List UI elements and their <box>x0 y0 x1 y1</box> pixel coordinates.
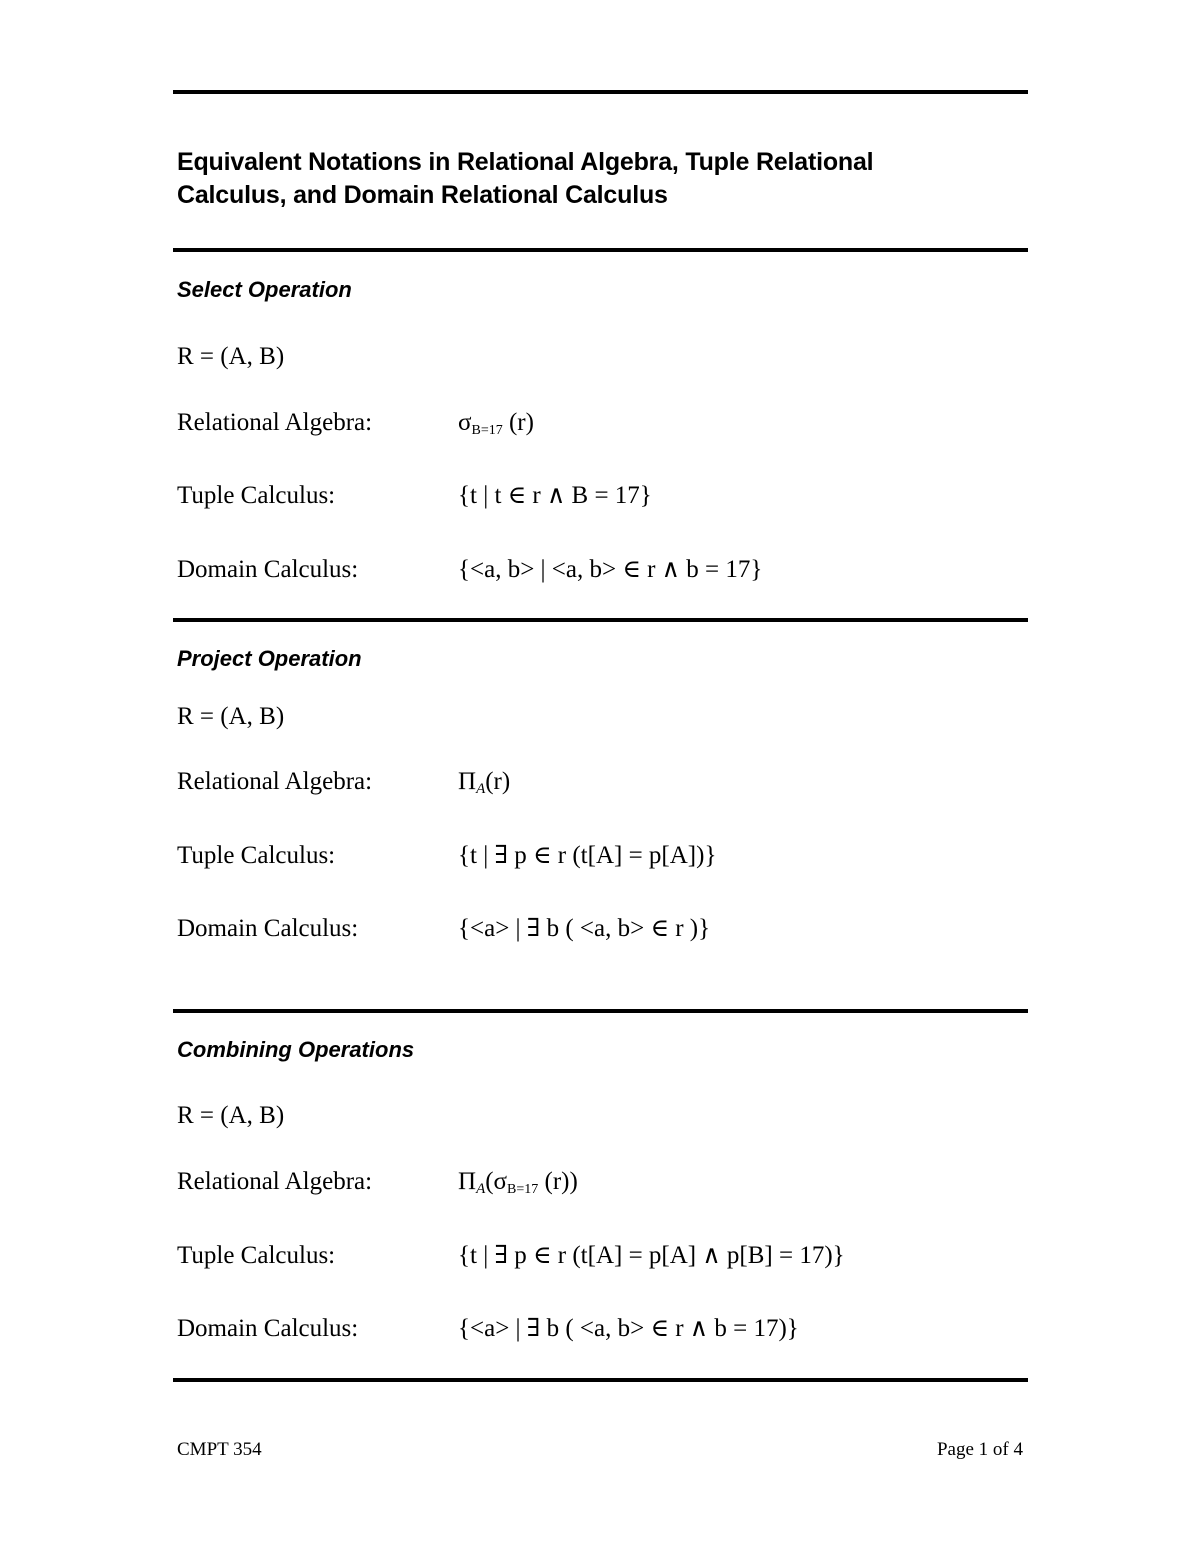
project-algebra-expression <box>458 767 510 804</box>
project-domain-expression: {<a> | ∃ b ( <a, b> ∈ r )} <box>458 915 711 942</box>
select-operation-heading: Select Operation <box>177 277 352 302</box>
project-tuple-label: Tuple Calculus: <box>177 842 336 869</box>
title-rule <box>173 248 1028 252</box>
bottom-rule <box>173 1378 1028 1382</box>
top-rule <box>173 90 1028 94</box>
select-predicate-subscript: B=17 <box>471 423 503 438</box>
select-predicate-subscript: B=17 <box>507 1182 539 1197</box>
project-section-rule <box>173 1009 1028 1013</box>
project-algebra-label: Relational Algebra: <box>177 768 373 795</box>
select-schema: R = (A, B) <box>177 343 285 370</box>
sigma-open: (σ <box>485 1168 508 1195</box>
document-title-line-1: Equivalent Notations in Relational Algebra, Tuple Relational <box>177 148 874 176</box>
sigma-symbol: σ <box>458 409 472 436</box>
project-schema: R = (A, B) <box>177 703 285 730</box>
select-algebra-label: Relational Algebra: <box>177 409 373 436</box>
select-section-rule <box>173 618 1028 622</box>
footer-course: CMPT 354 <box>177 1439 262 1460</box>
project-algebra-rest: (r) <box>485 768 511 795</box>
select-tuple-expression: {t | t ∈ r ∧ B = 17} <box>458 482 652 509</box>
combining-algebra-rest: (r)) <box>538 1168 578 1195</box>
project-attribute-subscript: A <box>476 781 486 797</box>
combining-schema: R = (A, B) <box>177 1102 285 1129</box>
combining-domain-label: Domain Calculus: <box>177 1315 359 1342</box>
combining-algebra-label: Relational Algebra: <box>177 1168 373 1195</box>
combining-tuple-label: Tuple Calculus: <box>177 1242 336 1269</box>
pi-symbol: Π <box>458 768 477 795</box>
select-algebra-rest: (r) <box>502 409 534 436</box>
project-attribute-subscript: A <box>476 1181 486 1197</box>
document-title <box>177 146 1007 212</box>
project-tuple-expression: {t | ∃ p ∈ r (t[A] = p[A])} <box>458 842 717 869</box>
select-domain-label: Domain Calculus: <box>177 556 359 583</box>
combining-operations-heading: Combining Operations <box>177 1037 415 1062</box>
project-operation-heading: Project Operation <box>177 646 362 671</box>
project-domain-label: Domain Calculus: <box>177 915 359 942</box>
combining-tuple-expression: {t | ∃ p ∈ r (t[A] = p[A] ∧ p[B] = 17)} <box>458 1242 845 1269</box>
combining-domain-expression: {<a> | ∃ b ( <a, b> ∈ r ∧ b = 17)} <box>458 1315 799 1342</box>
combining-algebra-expression <box>458 1167 578 1205</box>
document-title-line-2: Calculus, and Domain Relational Calculus <box>177 181 668 209</box>
select-algebra-expression <box>458 408 534 446</box>
footer-page-number: Page 1 of 4 <box>936 1439 1023 1460</box>
select-domain-expression: {<a, b> | <a, b> ∈ r ∧ b = 17} <box>458 556 763 583</box>
select-tuple-label: Tuple Calculus: <box>177 482 336 509</box>
pi-symbol: Π <box>458 1168 477 1195</box>
